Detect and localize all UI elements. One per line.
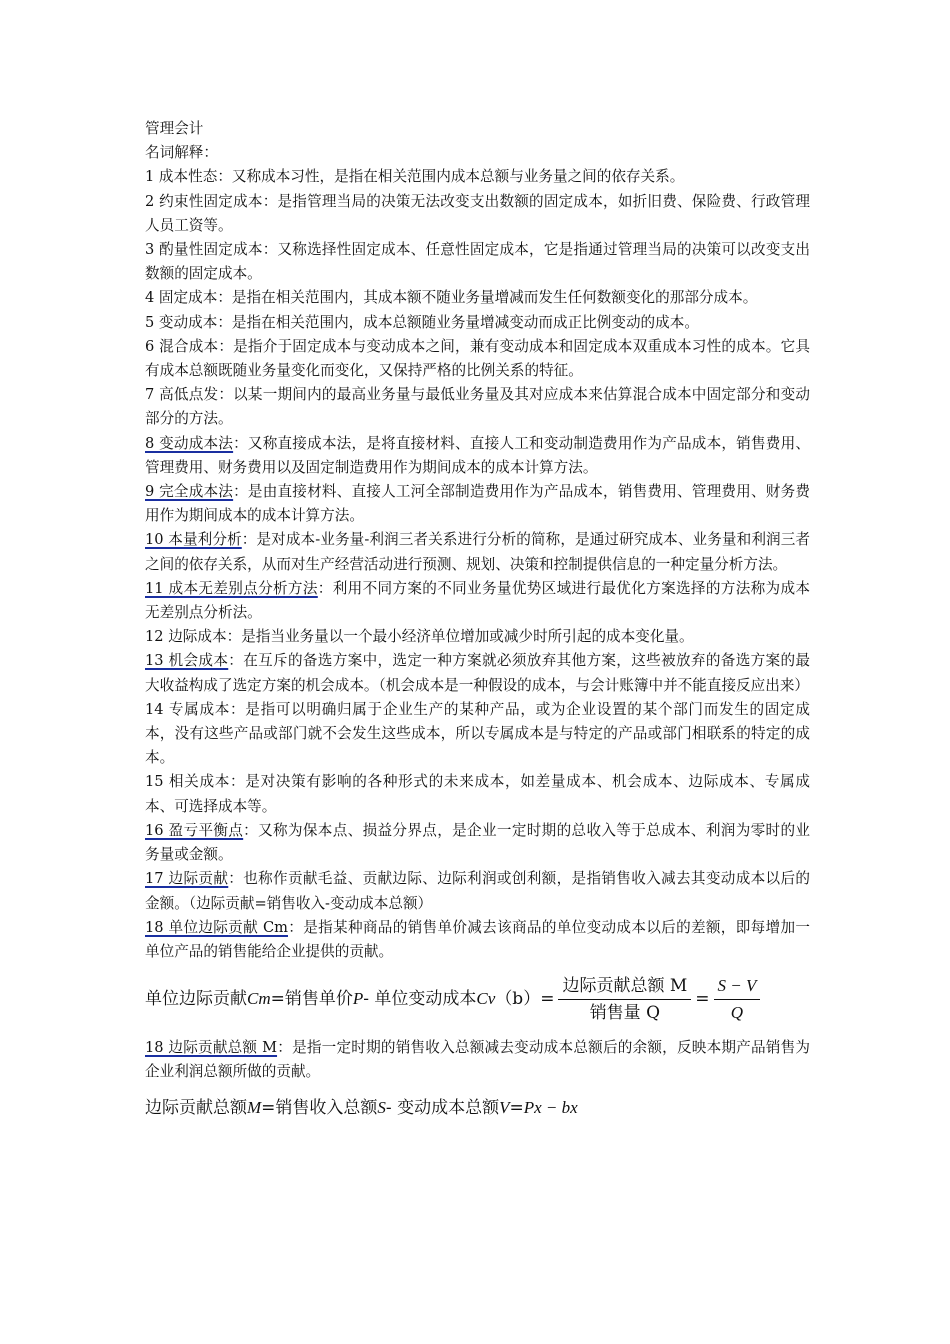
definition-text: 又称为保本点、损益分界点，是企业一定时期的总收入等于总成本、利润为零时的业务量或金额。: [145, 821, 810, 864]
term-link[interactable]: 8 变动成本法: [145, 434, 234, 452]
term-separator: ：: [230, 773, 246, 791]
term-link[interactable]: 11 成本无差别点分析方法: [145, 579, 318, 597]
term-link[interactable]: 18 边际贡献总额 M: [145, 1039, 278, 1057]
definition-text: 是指介于固定成本与变动成本之间，兼有变动成本和固定成本双重成本习性的成本。它具有成本总额既随业务量变化而变化，又保持严格的比例关系的特征。: [145, 337, 810, 380]
term-separator: ：: [233, 483, 248, 501]
term-separator: ：: [233, 434, 248, 452]
definition-entry: [145, 480, 810, 528]
formula-operator: =: [540, 989, 555, 1009]
fraction-denominator: Q: [730, 1002, 744, 1022]
definition-text: 又称成本习性，是指在相关范围内成本总额与业务量之间的依存关系。: [231, 168, 685, 186]
formula-operator: =: [261, 1098, 276, 1119]
term-label: 6 混合成本: [145, 337, 219, 355]
formula-symbol: Cv: [476, 989, 496, 1008]
term-link[interactable]: 16 盈亏平衡点: [145, 821, 244, 839]
formula-text: 销售单价: [284, 989, 353, 1009]
formula-text: 边际贡献总额: [145, 1098, 247, 1119]
term-separator: ：: [218, 386, 234, 404]
definition-text: 是指当业务量以一个最小经济单位增加或减少时所引起的成本变化量。: [241, 628, 694, 646]
fraction-denominator: 销售量 Q: [589, 1002, 661, 1023]
formula-text: - 单位变动成本: [363, 989, 477, 1009]
formula-operator: =: [270, 989, 285, 1009]
definition-text: 是对决策有影响的各种形式的未来成本，如差量成本、机会成本、边际成本、专属成本、可选择成本等。: [145, 773, 810, 815]
term-label: 12 边际成本: [145, 628, 227, 646]
term-separator: ：: [262, 192, 278, 210]
formula-text: 销售收入总额: [275, 1098, 378, 1119]
definition-text: 是指在相关范围内，其成本额不随业务量增减而发生任何数额变化的那部分成本。: [231, 289, 758, 307]
definition-entry: [145, 432, 810, 480]
formula-symbol: V: [499, 1098, 510, 1118]
formula-operator: =: [509, 1098, 524, 1119]
definition-text: 利用不同方案的不同业务量优势区域进行最优化方案选择的方法称为成本无差别点分析法。: [145, 579, 810, 622]
formula-symbol: P: [352, 989, 364, 1008]
term-label: 7 高低点发: [145, 386, 219, 404]
term-link[interactable]: 13 机会成本: [145, 652, 229, 670]
definition-text: 是指一定时期的销售收入总额减去变动成本总额后的余额，反映本期产品销售为企业利润总额所做的贡献。: [145, 1039, 810, 1081]
formula-text: - 变动成本总额: [385, 1098, 500, 1119]
term-label: 14 专属成本: [145, 700, 231, 718]
definition-text: 是对成本-业务量-利润三者关系进行分析的简称，是通过研究成本、业务量和利润三者之间的依存关系，从而对生产经营活动进行预测、规划、决策和控制提供信息的一种定量分析方法。: [145, 531, 810, 573]
formula-operator: =: [695, 989, 710, 1009]
formula-unit-contribution-margin: [145, 970, 810, 1028]
formula-symbol: S: [377, 1098, 386, 1118]
term-label: 15 相关成本: [145, 773, 231, 791]
term-separator: ：: [262, 241, 278, 259]
definition-entry: [145, 335, 810, 383]
definition-text: 也称作贡献毛益、贡献边际、边际利润或创利额，是指销售收入减去其变动成本以后的金额。（边际贡献=销售收入-变动成本总额）: [145, 870, 810, 912]
definition-text: 以某一期间内的最高业务量与最低业务量及其对应成本来估算混合成本中固定部分和变动部分的方法。: [145, 386, 810, 428]
term-label: 1 成本性态: [145, 168, 218, 186]
formula-symbol: Cm: [247, 989, 271, 1008]
term-link[interactable]: 10 本量利分析: [145, 531, 242, 549]
definition-entry: [145, 311, 810, 335]
formula-text: 单位边际贡献: [145, 989, 247, 1009]
formula-symbol: Px − bx: [523, 1098, 578, 1118]
document-body: [145, 117, 810, 1133]
definition-entry: [145, 819, 810, 867]
definition-entry: [145, 286, 810, 310]
term-separator: ：: [217, 168, 232, 186]
definition-entry: [145, 1036, 810, 1084]
fraction-numerator: 边际贡献总额 M: [558, 975, 691, 1000]
term-link[interactable]: 9 完全成本法: [145, 483, 234, 501]
definition-entry: [145, 698, 810, 771]
fraction: [558, 975, 691, 1024]
term-label: 4 固定成本: [145, 289, 218, 307]
definition-entry: [145, 238, 810, 286]
definition-entry: [145, 165, 810, 189]
term-separator: ：: [226, 628, 242, 646]
formula-text: （b）: [495, 989, 541, 1009]
definition-text: 又称选择性固定成本、任意性固定成本，它是指通过管理当局的决策可以改变支出数额的固定成本。: [145, 241, 810, 283]
definition-text: 又称直接成本法，是将直接材料、直接人工和变动制造费用作为产品成本，销售费用、管理费用、财务费用以及固定制造费用作为期间成本的成本计算方法。: [145, 434, 810, 476]
term-label: 2 约束性固定成本: [145, 192, 263, 210]
definition-entry: [145, 770, 810, 818]
definition-entry: [145, 916, 810, 964]
document-title: 管理会计: [145, 120, 204, 137]
term-link[interactable]: 17 边际贡献: [145, 870, 229, 888]
section-heading: 名词解释：: [145, 144, 218, 162]
fraction-numerator: S − V: [714, 975, 761, 1000]
term-separator: ：: [243, 821, 259, 839]
term-separator: ：: [228, 652, 244, 670]
formula-symbol: M: [247, 1098, 262, 1118]
fraction: [714, 975, 761, 1024]
definition-entry: [145, 625, 810, 649]
definition-text: 是指可以明确归属于企业生产的某种产品，或为企业设置的某个部门而发生的固定成本，没有这些产品或部门就不会发生这些成本，所以专属成本是与特定的产品或部门相联系的特定的成本。: [145, 700, 810, 767]
term-separator: ：: [230, 700, 246, 718]
definition-list: [145, 165, 810, 964]
formula-total-contribution-margin: [145, 1089, 810, 1129]
term-separator: ：: [241, 531, 257, 549]
definition-entry: [145, 649, 810, 697]
definition-entry: [145, 190, 810, 238]
term-separator: ：: [228, 870, 244, 888]
term-label: 5 变动成本: [145, 313, 218, 331]
term-separator: ：: [217, 289, 232, 307]
definition-entry: [145, 528, 810, 576]
definition-entry: [145, 867, 810, 915]
definition-text: 是指在相关范围内，成本总额随业务量增减变动而成正比例变动的成本。: [231, 313, 699, 331]
term-separator: ：: [217, 313, 232, 331]
term-label: 3 酌量性固定成本: [145, 241, 263, 259]
term-link[interactable]: 18 单位边际贡献 Cm: [145, 918, 288, 936]
definition-entry: [145, 383, 810, 431]
definition-entry: [145, 577, 810, 625]
term-separator: ：: [277, 1039, 293, 1057]
definition-text: 在互斥的备选方案中，选定一种方案就必须放弃其他方案，这些被放弃的备选方案的最大收益构成了选定方案的机会成本。（机会成本是一种假设的成本，与会计账簿中并不能直接反应出来）: [145, 652, 810, 694]
definition-text: 是指管理当局的决策无法改变支出数额的固定成本，如折旧费、保险费、行政管理人员工资等。: [145, 192, 810, 234]
definition-text: 是由直接材料、直接人工河全部制造费用作为产品成本，销售费用、管理费用、财务费用作为期间成本的成本计算方法。: [145, 483, 810, 525]
term-separator: ：: [317, 579, 333, 597]
term-separator: ：: [218, 337, 234, 355]
definition-text: 是指某种商品的销售单价减去该商品的单位变动成本以后的差额，即每增加一单位产品的销售能给企业提供的贡献。: [145, 918, 810, 960]
term-separator: ：: [287, 918, 304, 936]
